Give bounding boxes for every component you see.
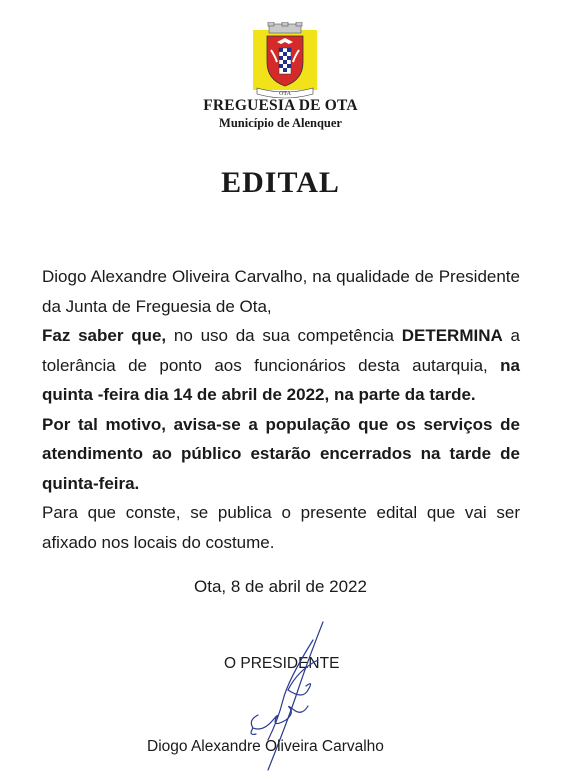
paragraph-publication: Para que conste, se publica o presente edital que vai ser afixado nos locais do costume.	[42, 503, 520, 552]
document-title: EDITAL	[221, 166, 340, 199]
coat-of-arms	[251, 22, 319, 100]
determination-text-b: a tolerância de ponto aos funcionários desta autarquia,	[42, 326, 520, 375]
paragraph-intro: Diogo Alexandre Oliveira Carvalho, na qualidade de Presidente da Junta de Freguesia de Ota,	[42, 267, 520, 316]
determina-keyword: DETERMINA	[401, 326, 503, 345]
organization-subtitle: Município de Alenquer	[219, 116, 342, 130]
paragraph-notice: Por tal motivo, avisa-se a população que os serviços de atendimento ao público estarão encerrados na tarde de quinta-feira.	[42, 414, 520, 493]
place-and-date: Ota, 8 de abril de 2022	[194, 577, 367, 596]
determination-text-a: no uso da sua competência	[166, 326, 402, 345]
determination-date: na quinta -feira dia 14 de abril de 2022, na parte da tarde.	[42, 355, 520, 404]
document-body	[42, 262, 520, 557]
signatory-role: O PRESIDENTE	[224, 655, 340, 672]
faz-saber-que: Faz saber que,	[42, 326, 167, 345]
paragraph-determination	[42, 321, 520, 410]
organization-name: FREGUESIA DE OTA	[203, 97, 358, 114]
crest-motto: OTA	[279, 91, 291, 97]
signatory-name: Diogo Alexandre Oliveira Carvalho	[147, 738, 384, 755]
